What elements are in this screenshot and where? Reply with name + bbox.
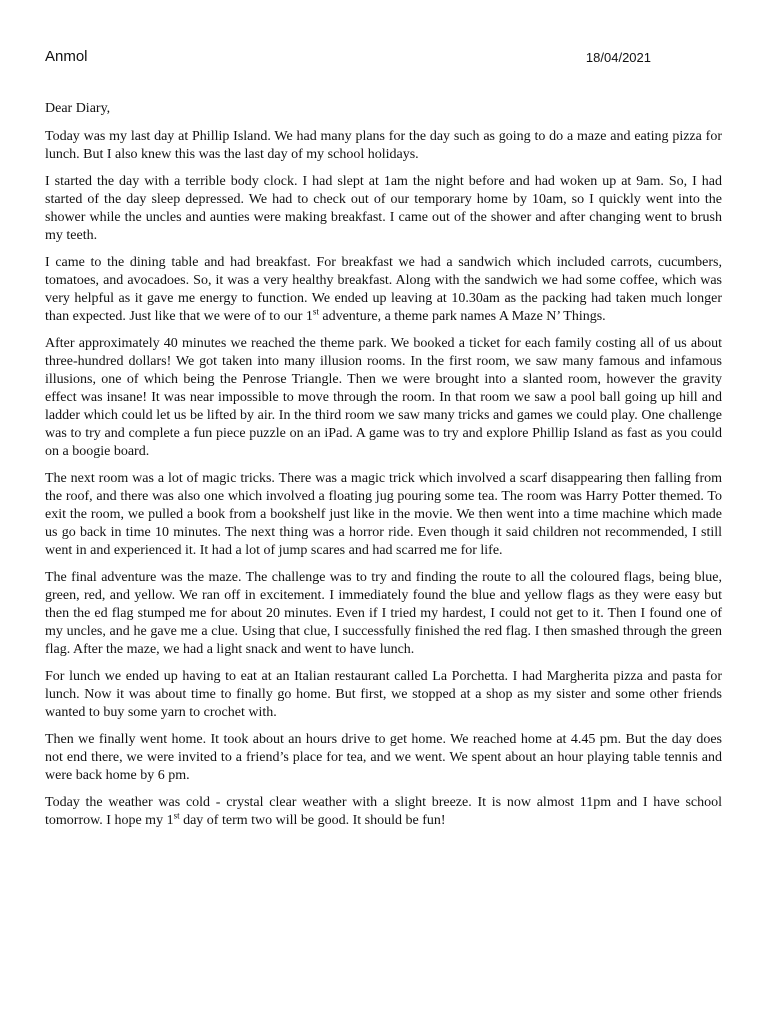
paragraph-6: The final adventure was the maze. The challenge was to try and finding the route to all the coloured flags, being blue, green, red, and yellow. We ran off in excitement. I immediately found the blue and yellow flags as they were easy but then the ed flag stumped me for about 20 minutes. Even if I tried my hardest, I could not get to it. Then I found one of my uncles, and he gave me a clue. Using that clue, I successfully finished the red flag. I then smashed through the green flag. After the maze, we had a light snack and went to have lunch. [45,570,722,657]
diary-header [45,48,651,72]
paragraph-3 [45,254,722,326]
paragraph-5: The next room was a lot of magic tricks. There was a magic trick which involved a scarf disappearing then falling from the roof, and there was also one which involved a floating jug pouring some tea. The room was Harry Potter themed. To exit the room, we pulled a book from a bookshelf just like in the movie. We then went into a time machine which made us go back in time 10 minutes. The next thing was a horror ride. Even though it said children not recommended, I still went in and experienced it. It had a lot of jump scares and had scarred me for life. [45,471,722,558]
paragraph-9 [45,794,722,830]
salutation: Dear Diary, [45,101,111,116]
paragraph-4: After approximately 40 minutes we reached the theme park. We booked a ticket for each family costing all of us about three-hundred dollars! We got taken into many illusion rooms. In the first room, we saw many famous and infamous illusions, one of which being the Penrose Triangle. Then we were brought into a slanted room, however the gravity effect was insane! It was near impossible to move through the room. In that room we saw a pool ball going up hill and ladder which could let us be lifted by air. In the third room we saw many tricks and games we could play. One challenge was to try and complete a fun piece puzzle on an iPad. A game was to try and explore Phillip Island as fast as you could on a boogie board. [45,336,722,459]
paragraph-9-text-b: day of term two will be good. It should be fun! [179,813,446,828]
paragraph-3-text-b: adventure, a theme park names A Maze N’ Things. [318,309,606,324]
paragraph-9-text-a: Today the weather was cold - crystal clear weather with a slight breeze. It is now almost 11pm and I have school tomorrow. I hope my 1 [45,795,722,828]
paragraph-2: I started the day with a terrible body clock. I had slept at 1am the night before and had woken up at 9am. So, I had started of the day sleep depressed. We had to check out of our temporary home by 10am, so I quickly went into the shower while the uncles and aunties were making breakfast. I came out of the shower and after changing went to brush my teeth. [45,174,722,243]
ordinal-suffix: st [312,306,319,317]
paragraph-1: Today was my last day at Phillip Island. We had many plans for the day such as going to do a maze and eating pizza for lunch. But I also knew this was the last day of my school holidays. [45,129,722,162]
diary-body [45,100,722,839]
author-name: Anmol [45,48,88,65]
paragraph-8: Then we finally went home. It took about an hours drive to get home. We reached home at 4.45 pm. But the day does not end there, we were invited to a friend’s place for tea, and we went. We spent about an hour playing table tennis and were back home by 6 pm. [45,732,722,783]
paragraph-7: For lunch we ended up having to eat at an Italian restaurant called La Porchetta. I had Margherita pizza and pasta for lunch. Now it was about time to finally go home. But first, we stopped at a shop as my sister and some other friends wanted to buy some yarn to crochet with. [45,669,722,720]
entry-date: 18/04/2021 [585,50,651,65]
paragraph-3-text-a: I came to the dining table and had breakfast. For breakfast we had a sandwich which included carrots, cucumbers, tomatoes, and avocadoes. So, it was a very healthy breakfast. Along with the sandwich we had some coffee, which was very helpful as it gave me energy to function. We ended up leaving at 10.30am as the packing had taken much longer than expected. Just like that we were of to our 1 [45,255,722,324]
ordinal-suffix: st [173,810,180,821]
